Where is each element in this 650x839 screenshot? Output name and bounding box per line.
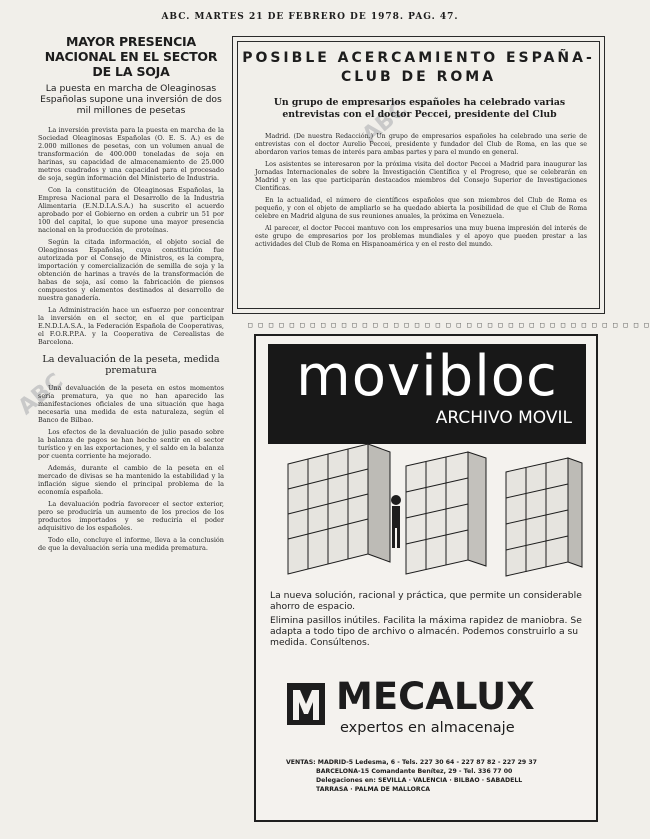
left-headline: MAYOR PRESENCIA NACIONAL EN EL SECTOR DE LA SOJA — [44, 34, 218, 79]
article-paragraph: La Administración hace un esfuerzo por concentrar la inversión en el sector, en el que participan E.N.D.I.A.S.A., la Federación Española de Cooperativas, el F.O.R.P.P.A. y la Cooperativa de Cerealistas de Barcelona. — [38, 306, 224, 346]
article-paragraph: Los asistentes se interesaron por la próxima visita del doctor Peccei a Madrid para inaugurar las Jornadas Internacionales de sobre la Investigación Científica y el Progreso, que se celebrarán en Madrid y en las que participarán destacados miembros del Consejo Superior de Investigaciones Científicas. — [255, 161, 587, 192]
left-section-title: La devaluación de la peseta, medida prematura — [42, 354, 220, 376]
left-article — [38, 34, 224, 556]
article-paragraph: Además, durante el cambio de la peseta en el mercado de divisas se ha mantenido la estabilidad y la inflación sigue siendo el principal problema de la economía española. — [38, 464, 224, 496]
company-name: MECALUX — [336, 675, 535, 718]
right-article-body — [255, 133, 587, 253]
article-paragraph: En la actualidad, el número de científicos españoles que son miembros del Club de Roma es pequeño, y con el objeto de ampliarlo se ha quedado abierta la posibilidad de que el Club de Roma celebre en Madrid alguna de sus reuniones anuales, la próxima en Venezuela. — [255, 197, 587, 220]
contact-line: Delegaciones en: SEVILLA · VALENCIA · BILBAO · SABADELL — [316, 777, 523, 784]
ad-banner — [268, 344, 586, 444]
ad-copy-line: La nueva solución, racional y práctica, que permite un considerable ahorro de espacio. — [270, 590, 582, 612]
article-paragraph: Los efectos de la devaluación de julio pasado sobre la balanza de pagos se han hecho sentir en el sector turístico y en las exportaciones, y el saldo en la balanza por cuenta corriente ha mejorado. — [38, 428, 224, 460]
decorative-border: □ □ □ □ □ □ □ □ □ □ □ □ □ □ □ □ □ □ □ □ □ □ □ □ □ □ □ □ □ □ □ □ □ □ □ □ □ □ □ — [248, 321, 650, 329]
article-paragraph: Madrid. (De nuestra Redacción.) Un grupo de empresarios españoles ha celebrado una serie de entrevistas con el doctor Aurelio Peccei, presidente y fundador del Club de Roma, en las que se abordaron varios temas de interés para ambas partes y para el mundo en general. — [255, 133, 587, 156]
mecalux-logo-icon — [286, 682, 326, 726]
mecalux-advertisement — [254, 334, 598, 822]
left-subhead: La puesta en marcha de Oleaginosas Españolas supone una inversión de dos mil millones de pesetas — [40, 83, 222, 116]
article-paragraph: Todo ello, concluye el informe, lleva a la conclusión de que la devaluación sería una medida prematura. — [38, 536, 224, 552]
ad-brand-name: movibloc — [296, 344, 558, 409]
company-tagline: expertos en almacenaje — [340, 720, 515, 736]
watermark: ABC — [357, 96, 413, 149]
ad-contacts — [286, 758, 586, 794]
article-paragraph: Una devaluación de la peseta en estos momentos sería prematura, ya que no han aparecido las manifestaciones oficiales de una situación que haga necesaria una medida de esta naturaleza, según el Banco de Bilbao. — [38, 384, 224, 424]
article-paragraph: Según la citada información, el objeto social de Oleaginosas Españolas, cuya constitución fue autorizada por el Consejo de Ministros, es la compra, importación y comercialización de semilla de soja y la obtención de harinas a través de la transformación de habas de soja, así como la fabricación de piensos compuestos y elementos destinados al desarrollo de nuestra ganadería. — [38, 238, 224, 302]
ad-tagline: ARCHIVO MOVIL — [435, 408, 572, 428]
watermark: ABC — [13, 368, 69, 421]
contact-line: VENTAS: MADRID-5 Ledesma, 6 - Tels. 227 30 64 - 227 87 82 - 227 29 37 — [286, 759, 537, 766]
article-paragraph: Con la constitución de Oleaginosas Españolas, la Empresa Nacional para el Desarrollo de la Industria Alimentaria (E.N.D.I.A.S.A.) ha suscrito el acuerdo aprobado por el Gobierno en orden a cubrir un 51 por 100 del capital, lo que supone una mayor presencia nacional en la producción de proteínas. — [38, 186, 224, 234]
right-headline: POSIBLE ACERCAMIENTO ESPAÑA-CLUB DE ROMA — [242, 50, 595, 85]
contact-line: BARCELONA-15 Comandante Benítez, 29 - Tel. 336 77 00 — [316, 768, 513, 775]
article-paragraph: La devaluación podría favorecer el sector exterior, pero se produciría un aumento de los precios de los productos importados y se reduciría el poder adquisitivo de los españoles. — [38, 500, 224, 532]
article-paragraph: Al parecer, el doctor Peccei mantuvo con los empresarios una muy buena impresión del interés de este grupo de empresarios por los problemas mundiales y el apoyo que pueden prestar a las actividades del Club de Roma en Hispanoamérica y en el resto del mundo. — [255, 225, 587, 248]
ad-copy — [270, 590, 586, 651]
club-de-roma-article — [232, 36, 605, 314]
right-subhead: Un grupo de empresarios españoles ha celebrado varias entrevistas con el doctor Peccei, presidente del Club — [273, 97, 566, 120]
contact-line: TARRASA · PALMA DE MALLORCA — [316, 786, 431, 793]
mobile-shelving-illustration — [268, 444, 586, 578]
page-header: ABC. MARTES 21 DE FEBRERO DE 1978. PAG. 47. — [161, 12, 459, 22]
ad-copy-line: Elimina pasillos inútiles. Facilita la máxima rapidez de maniobra. Se adapta a todo tipo de archivo o almacén. Podemos construirlo a su medida. Consúltenos. — [270, 615, 582, 648]
article-paragraph: La inversión prevista para la puesta en marcha de la Sociedad Oleaginosas Españolas (O. E. S. A.) es de 2.000 millones de pesetas, con un volumen anual de transformación de 400.000 toneladas de soja en harinas, su capacidad de almacenamiento de 25.000 metros cuadrados y una capacidad para el procesado de soja, según información del Ministerio de Industria. — [38, 126, 224, 182]
